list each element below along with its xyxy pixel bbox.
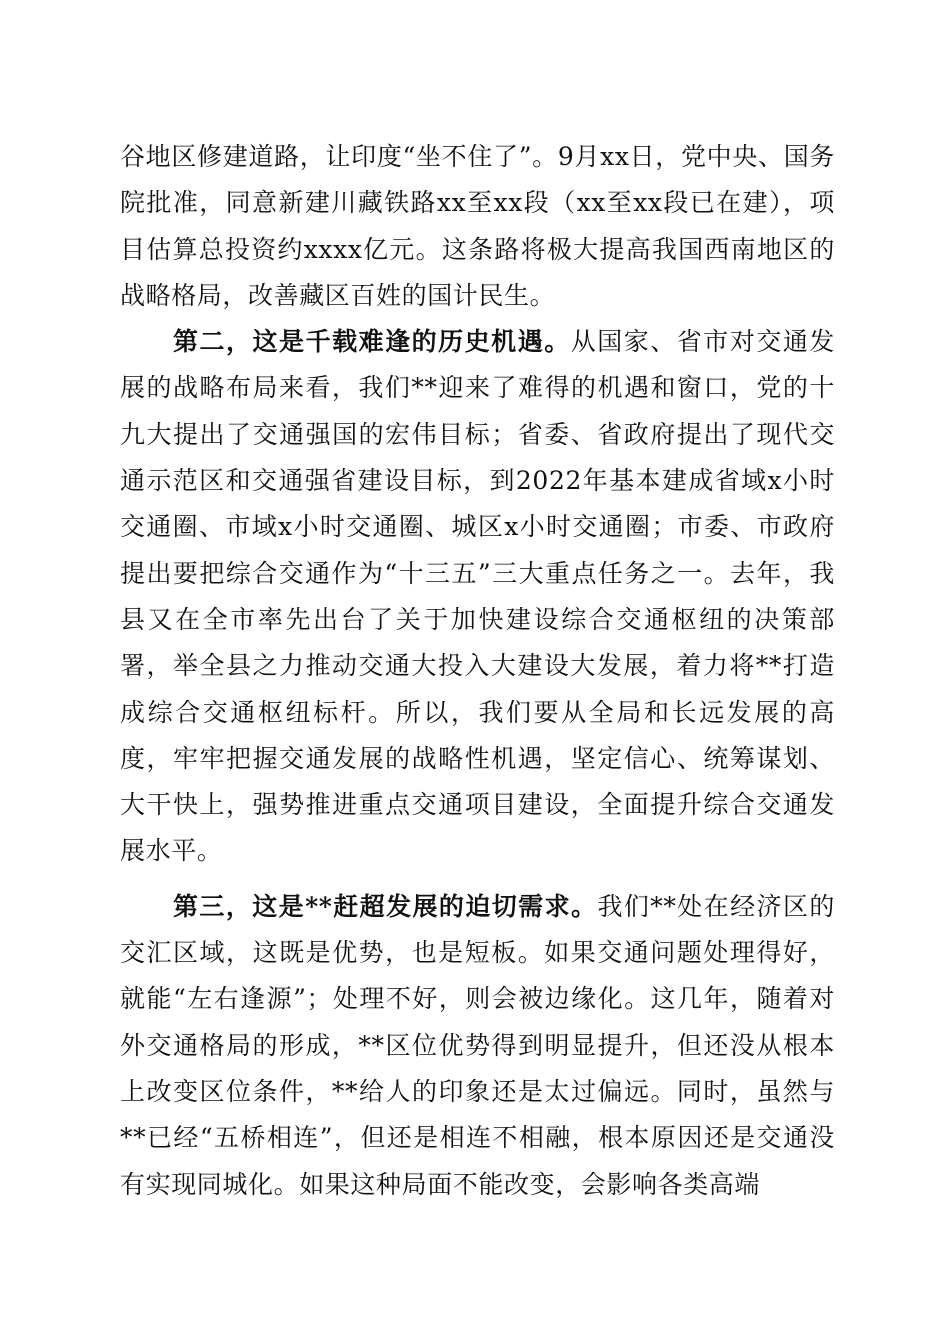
- document-body: [120, 134, 835, 1208]
- paragraph-text: 谷地区修建道路，让印度“坐不住了”。9月xx日，党中央、国务院批准，同意新建川藏铁路xx至xx段（xx至xx段已在建），项目估算总投资约xxxx亿元。这条路将极大提高我国西南地区的战略格局，改善藏区百姓的国计民生。: [120, 142, 835, 310]
- paragraph-text: 我们**处在经济区的交汇区域，这既是优势，也是短板。如果交通问题处理得好，就能“左右逢源”；处理不好，则会被边缘化。这几年，随着对外交通格局的形成，**区位优势得到明显提升，但还没从根本上改变区位条件，**给人的印象还是太过偏远。同时，虽然与**已经“五桥相连”，但还是相连不相融，根本原因还是交通没有实现同城化。如果这种局面不能改变，会影响各类高端: [120, 891, 835, 1199]
- paragraph-lead: 第三，这是**赶超发展的迫切需求。: [173, 891, 598, 921]
- paragraph-second: [120, 319, 835, 875]
- paragraph-continuation: [120, 134, 835, 319]
- paragraph-third: [120, 884, 835, 1208]
- paragraph-lead: 第二，这是千载难逢的历史机遇。: [173, 327, 571, 357]
- paragraph-text: 从国家、省市对交通发展的战略布局来看，我们**迎来了难得的机遇和窗口，党的十九大提出了交通强国的宏伟目标；省委、省政府提出了现代交通示范区和交通强省建设目标，到2022年基本建成省域x小时交通圈、市域x小时交通圈、城区x小时交通圈；市委、市政府提出要把综合交通作为“十三五”三大重点任务之一。去年，我县又在全市率先出台了关于加快建设综合交通枢纽的决策部署，举全县之力推动交通大投入大建设大发展，着力将**打造成综合交通枢纽标杆。所以，我们要从全局和长远发展的高度，牢牢把握交通发展的战略性机遇，坚定信心、统筹谋划、大干快上，强势推进重点交通项目建设，全面提升综合交通发展水平。: [120, 327, 835, 866]
